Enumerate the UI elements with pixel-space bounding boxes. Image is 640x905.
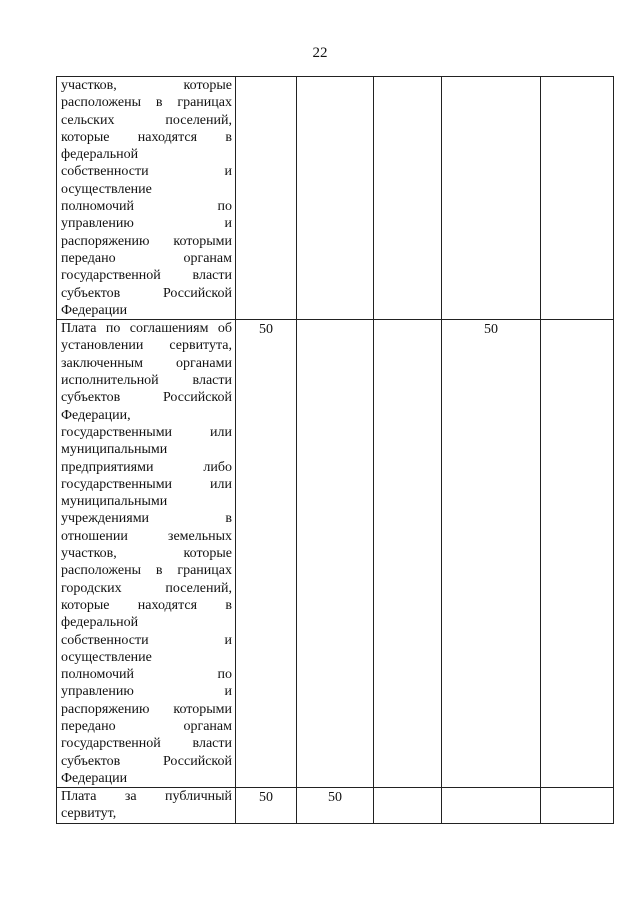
description-line: Плата за публичный (61, 789, 232, 805)
description-cell (57, 77, 236, 320)
description-line: осуществление (61, 649, 152, 665)
value-text (374, 77, 441, 78)
description-line: распоряжению которыми (61, 233, 232, 249)
value-cell (236, 320, 297, 788)
description-line: государственными или (61, 424, 232, 440)
description-line: установлении сервитута, (61, 338, 232, 354)
description-cell (57, 320, 236, 788)
value-cell (541, 788, 614, 824)
value-text (374, 320, 441, 321)
value-text (442, 77, 540, 78)
page-number: 22 (312, 45, 328, 61)
description-line: Плата по соглашениям об (61, 321, 232, 337)
value-cell (297, 788, 374, 824)
value-text: 50 (328, 790, 342, 806)
description-line: субъектов Российской (61, 285, 232, 301)
description-line: государственными или (61, 476, 232, 492)
value-cell (297, 77, 374, 320)
value-text (297, 320, 373, 321)
description-line: распоряжению которыми (61, 701, 232, 717)
description-line: отношении земельных (61, 528, 232, 544)
description-line: полномочий по (61, 199, 232, 215)
value-cell (374, 320, 442, 788)
description-line: собственности и (61, 164, 232, 180)
description-line: которые находятся в (61, 597, 232, 613)
value-text (442, 788, 540, 789)
value-cell (541, 77, 614, 320)
value-cell (442, 320, 541, 788)
description-line: Федерации, (61, 407, 131, 423)
value-cell (236, 788, 297, 824)
table-row (57, 77, 614, 320)
value-cell (236, 77, 297, 320)
value-cell (297, 320, 374, 788)
description-line: собственности и (61, 632, 232, 648)
description-line: управлению и (61, 684, 232, 700)
description-line: управлению и (61, 216, 232, 232)
description-line: Федерации (61, 770, 128, 786)
value-cell (374, 77, 442, 320)
description-line: учреждениями в (61, 511, 232, 527)
description-line: государственной власти (61, 736, 232, 752)
description-line: осуществление (61, 181, 152, 197)
value-cell (442, 788, 541, 824)
description-line: расположены в границах (61, 563, 232, 579)
description-line: исполнительной власти (61, 373, 232, 389)
value-text (297, 77, 373, 78)
description-line: полномочий по (61, 667, 232, 683)
budget-table (56, 76, 614, 824)
description-line: федеральной (61, 615, 139, 631)
value-cell (541, 320, 614, 788)
description-line: Федерации (61, 302, 128, 318)
table-row (57, 320, 614, 788)
description-line: городских поселений, (61, 580, 232, 596)
value-cell (442, 77, 541, 320)
table-row (57, 788, 614, 824)
description-line: федеральной (61, 147, 139, 163)
description-line: передано органам (61, 718, 232, 734)
description-line: расположены в границах (61, 95, 232, 111)
description-line: субъектов Российской (61, 753, 232, 769)
description-line: заключенным органами (61, 355, 232, 371)
description-line: сервитут, (61, 806, 117, 822)
value-text: 50 (259, 322, 273, 338)
description-line: муниципальными (61, 494, 168, 510)
description-line: муниципальными (61, 442, 168, 458)
description-line: субъектов Российской (61, 390, 232, 406)
description-line: государственной власти (61, 268, 232, 284)
description-line: передано органам (61, 250, 232, 266)
description-line: участков, которые (61, 78, 232, 93)
description-line: сельских поселений, (61, 112, 232, 128)
description-line: предприятиями либо (61, 459, 232, 475)
description-line: которые находятся в (61, 129, 232, 145)
value-text (374, 788, 441, 789)
value-text: 50 (484, 322, 498, 338)
value-text (541, 77, 613, 78)
value-cell (374, 788, 442, 824)
value-text (541, 788, 613, 789)
value-text (236, 77, 296, 78)
description-cell (57, 788, 236, 824)
value-text: 50 (259, 790, 273, 806)
value-text (541, 320, 613, 321)
description-line: участков, которые (61, 546, 232, 562)
